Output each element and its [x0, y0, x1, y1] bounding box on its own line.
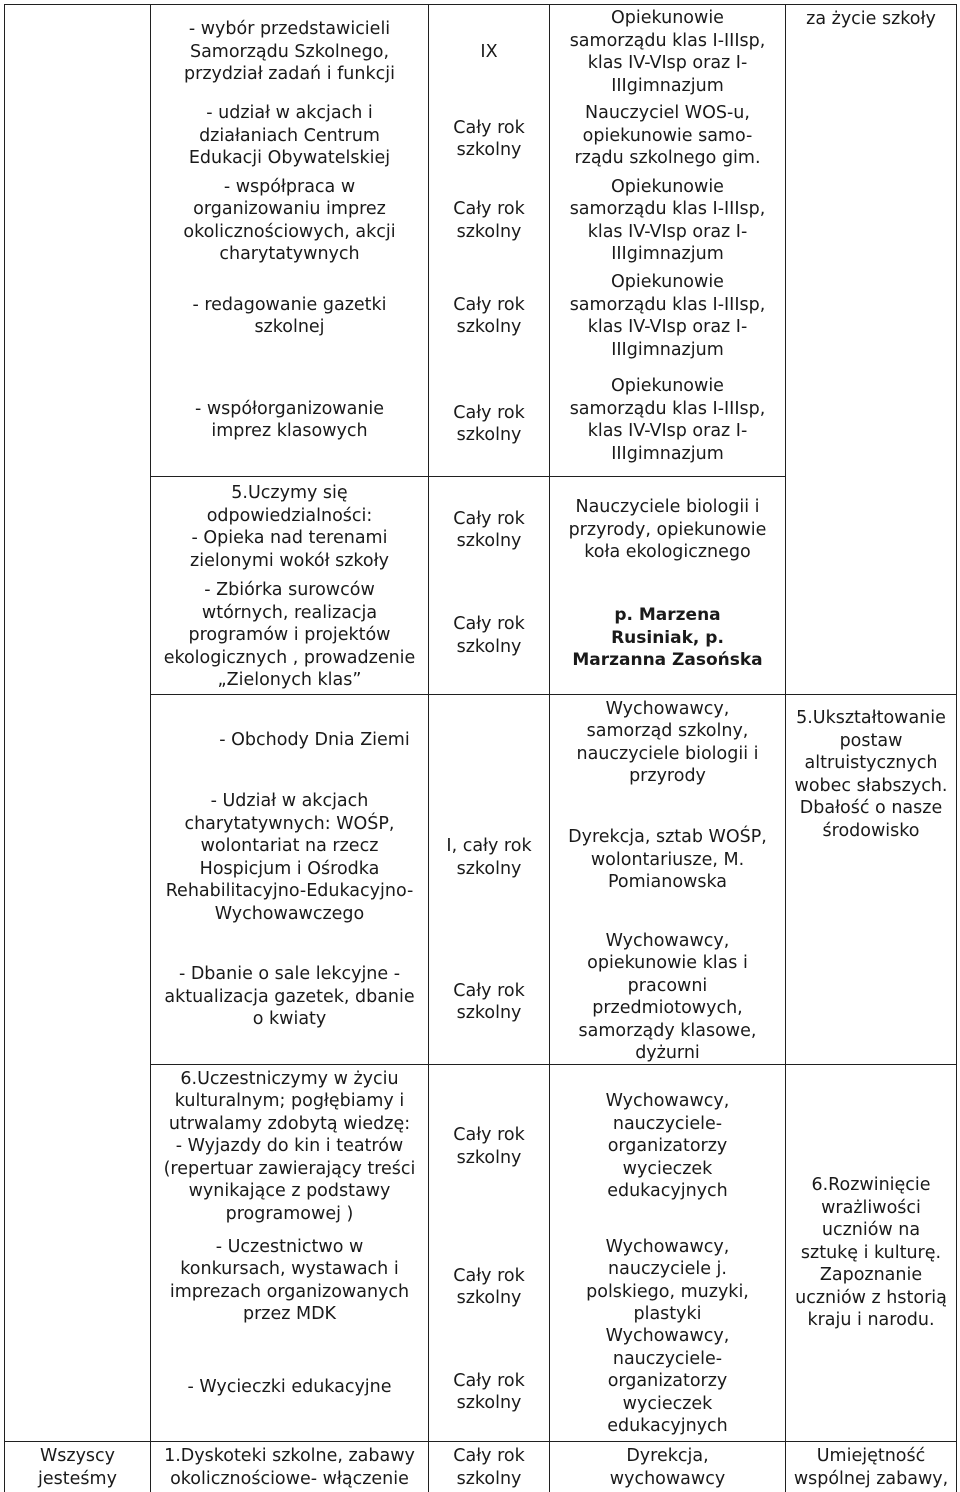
activity-text: 1.Dyskoteki szkolne, zabawy okolicznościowe- włączenie [164, 1446, 415, 1489]
responsible-text: Dyrekcja, sztab WOŚP, wolontariusze, M. Pomianowska [568, 827, 767, 893]
responsible-cell [550, 268, 785, 364]
time-cell [429, 477, 549, 583]
goal-text: za życie szkoły [806, 9, 936, 29]
activity-text: - współorganizowanie imprez klasowych [194, 398, 385, 441]
responsible-cell [550, 173, 785, 268]
responsible-cell [550, 99, 785, 173]
responsible-text: Nauczyciele biologii i przyrody, opiekunowie koła ekologicznego [568, 497, 767, 562]
time-text: Cały rok szkolny [453, 1125, 525, 1168]
activity-text: - Udział w akcjach charytatywnych: WOŚP, wolontariat na rzecz Hospicjum i Ośrodka Rehabilitacyjno-Edukacyjno- Wychowawczego [165, 791, 414, 924]
responsible-cell [550, 1322, 785, 1441]
activity-cell [151, 5, 428, 99]
goal-cell [786, 8, 956, 48]
activity-text: 5.Uczymy się odpowiedzialności: - Opieka nad terenami zielonymi wokół szkoły [190, 483, 389, 571]
activity-cell [151, 785, 428, 930]
responsible-cell [550, 1445, 785, 1492]
activity-cell [151, 1065, 428, 1228]
responsible-cell [550, 590, 785, 686]
table-border-right [956, 4, 957, 1492]
responsible-text: p. Marzena Rusiniak, p. Marzanna Zasońska [572, 605, 763, 671]
activity-text: - Dbanie o sale lekcyjne - aktualizacja gazetek, dbanie o kwiaty [164, 964, 415, 1030]
activity-text: - Zbiórka surowców wtórnych, realizacja programów i projektów ekologicznych , prowadzenie „Zielonych klas” [163, 580, 416, 691]
responsible-cell [550, 790, 785, 930]
time-text: IX [480, 41, 498, 62]
responsible-text: Opiekunowie samorządu klas I-IIIsp, klas IV-VIsp oraz I- IIIgimnazjum [569, 272, 766, 360]
activity-cell [151, 577, 428, 694]
time-text: Cały rok szkolny [453, 1370, 525, 1413]
time-cell [429, 1445, 549, 1492]
activity-text: - Obchody Dnia Ziemi [219, 729, 410, 750]
category-text: Wszyscy jesteśmy [38, 1446, 117, 1489]
responsible-cell [550, 364, 785, 476]
activity-text: - udział w akcjach i działaniach Centrum Edukacji Obywatelskiej [188, 103, 391, 169]
goal-text: 6.Rozwinięcie wrażliwości uczniów na sztukę i kulturę. Zapoznanie uczniów z hstorią kraju i narodu. [795, 1175, 947, 1331]
responsible-text: Wychowawcy, nauczyciele j. polskiego, muzyki, plastyki [586, 1236, 749, 1324]
activity-cell [151, 1333, 428, 1441]
responsible-text: Dyrekcja, wychowawcy [609, 1446, 726, 1489]
time-text: Cały rok szkolny [453, 1265, 525, 1308]
activity-cell [151, 268, 428, 364]
time-text: Cały rok szkolny [453, 402, 525, 445]
activity-text: - wybór przedstawicieli Samorządu Szkolnego, przydział zadań i funkcji [184, 19, 395, 85]
responsible-text: Wychowawcy, opiekunowie klas i pracowni przedmiotowych, samorządy klasowe, dyżurni [578, 930, 757, 1063]
time-cell [429, 1333, 549, 1451]
activity-cell [151, 173, 428, 268]
time-text: Cały rok szkolny [453, 117, 525, 160]
time-cell [429, 99, 549, 179]
time-cell [429, 268, 549, 364]
activity-cell [151, 99, 428, 173]
time-cell [429, 5, 549, 99]
activity-text: 6.Uczestniczymy w życiu kulturalnym; pogłębiamy i utrwalamy zdobytą wiedzę: - Wyjazdy do kin i teatrów (repertuar zawierający treści wynikające z podstawy programowej ) [163, 1068, 416, 1224]
responsible-text: Wychowawcy, nauczyciele- organizatorzy wycieczek edukacyjnych [605, 1326, 730, 1437]
responsible-cell [550, 496, 785, 577]
activity-text: - redagowanie gazetki szkolnej [192, 294, 387, 337]
responsible-text: Opiekunowie samorządu klas I-IIIsp, klas IV-VIsp oraz I- IIIgimnazjum [569, 8, 766, 96]
goal-cell [786, 1445, 956, 1492]
time-cell [429, 173, 549, 268]
activity-cell [151, 930, 428, 1064]
time-text: Cały rok szkolny [453, 1446, 525, 1489]
time-cell [429, 1065, 549, 1228]
activity-cell [151, 695, 478, 785]
time-text: Cały rok szkolny [453, 614, 525, 657]
time-cell [429, 364, 549, 484]
goal-cell [786, 1065, 956, 1441]
responsible-text: Wychowawcy, samorząd szkolny, nauczyciele biologii i przyrody [576, 698, 759, 786]
category-cell [5, 1445, 150, 1492]
responsible-text: Nauczyciel WOS-u, opiekunowie samo- rządu szkolnego gim. [574, 103, 761, 169]
table-border-left [4, 4, 5, 1492]
activity-cell [151, 1228, 428, 1333]
activity-text: - Uczestnictwo w konkursach, wystawach i imprezach organizowanych przez MDK [169, 1236, 410, 1324]
responsible-cell [550, 695, 785, 790]
goal-text: 5.Ukształtowanie postaw altruistycznych wobec słabszych. Dbałość o nasze środowisko [794, 708, 948, 841]
responsible-text: Wychowawcy, nauczyciele- organizatorzy wycieczek edukacyjnych [605, 1091, 730, 1202]
responsible-cell [550, 1228, 785, 1333]
responsible-text: Opiekunowie samorządu klas I-IIIsp, klas IV-VIsp oraz I- IIIgimnazjum [569, 176, 766, 264]
time-text: I, cały rok szkolny [446, 836, 532, 879]
activity-text: - Wycieczki edukacyjne [187, 1376, 392, 1397]
time-text: Cały rok szkolny [453, 508, 525, 551]
time-cell [429, 785, 549, 930]
responsible-cell [550, 1065, 785, 1228]
time-text: Cały rok szkolny [453, 199, 525, 242]
activity-cell [151, 364, 428, 476]
activity-text: - współpraca w organizowaniu imprez okolicznościowych, akcji charytatywnych [183, 176, 396, 264]
time-cell [429, 930, 549, 1074]
time-text: Cały rok szkolny [453, 980, 525, 1023]
responsible-cell [550, 930, 785, 1064]
responsible-text: Opiekunowie samorządu klas I-IIIsp, klas IV-VIsp oraz I- IIIgimnazjum [569, 376, 766, 464]
activity-cell [151, 1445, 428, 1492]
time-cell [429, 1228, 549, 1346]
activity-cell [151, 477, 428, 577]
goal-text: Umiejętność wspólnej zabawy, [793, 1446, 949, 1489]
time-cell [429, 577, 549, 694]
time-text: Cały rok szkolny [453, 294, 525, 337]
goal-cell [786, 707, 956, 887]
responsible-cell [550, 5, 785, 99]
